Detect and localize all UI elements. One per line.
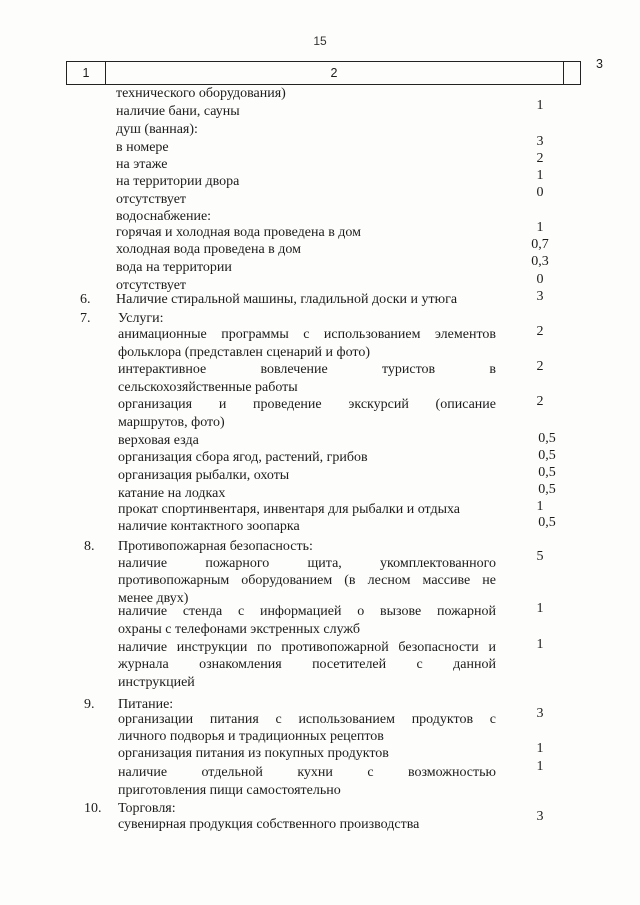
row-text: наличие бани, сауны [116,104,240,119]
score-value: 0,3 [531,254,549,269]
score-value: 3 [536,706,544,721]
score-value: 3 [536,809,544,824]
row-text: верховая езда [118,433,199,448]
row-text: журнала ознакомления посетителей с данной [118,657,496,672]
row-text: организация питания из покупных продуктов [118,746,389,761]
row-text: наличие контактного зоопарка [118,519,300,534]
row-text: личного подворья и традиционных рецептов [118,729,384,744]
header-col-1: 1 [67,62,106,84]
row-text: организация рыбалки, охоты [118,468,290,483]
header-col-2: 2 [105,62,564,84]
row-text: организация и проведение экскурсий (описание [118,397,496,412]
score-value: 3 [536,289,544,304]
row-number: 6. [80,292,91,307]
table-header [66,57,603,85]
header-col-3: 3 [596,57,603,71]
row-text: инструкцией [118,675,195,690]
score-value: 0,5 [538,515,556,530]
row-text: в номере [116,140,169,155]
row-text: противопожарным оборудованием (в лесном массиве не [118,573,496,588]
row-text: фольклора (представлен сценарий и фото) [118,345,370,360]
row-text: наличие инструкции по противопожарной безопасности и [118,640,496,655]
row-text: анимационные программы с использованием элементов [118,327,496,342]
score-value: 1 [536,601,544,616]
score-value: 1 [536,759,544,774]
score-value: 1 [536,637,544,652]
row-number: 7. [80,311,91,326]
row-text: горячая и холодная вода проведена в дом [116,225,362,240]
row-text: прокат спортинвентаря, инвентаря для рыбалки и отдыха [118,502,461,517]
row-text: охраны с телефонами экстренных служб [118,622,361,637]
row-text: Наличие стиральной машины, гладильной доски и утюга [116,292,458,307]
row-text: Питание: [118,697,174,712]
row-text: маршрутов, фото) [118,415,225,430]
row-number: 9. [84,697,95,712]
score-value: 0 [536,272,544,287]
score-value: 0,5 [538,465,556,480]
page-number: 15 [313,34,327,48]
score-value: 0,5 [538,431,556,446]
row-text: Противопожарная безопасность: [118,539,313,554]
row-text: холодная вода проведена в дом [116,242,302,257]
score-value: 2 [536,324,544,339]
score-value: 1 [536,98,544,113]
score-value: 0,5 [538,482,556,497]
row-text: душ (ванная): [116,122,198,137]
row-text: наличие пожарного щита, укомплектованного [118,556,496,571]
score-value: 0 [536,185,544,200]
score-value: 1 [536,168,544,183]
row-text: наличие стенда с информацией о вызове пожарной [118,604,496,619]
row-text: интерактивное вовлечение туристов в [118,362,496,377]
row-text: сельскохозяйственные работы [118,380,298,395]
row-number: 10. [84,801,102,816]
row-text: организация сбора ягод, растений, грибов [118,450,368,465]
row-text: водоснабжение: [116,209,212,224]
score-value: 3 [536,134,544,149]
score-value: 2 [536,151,544,166]
score-value: 5 [536,549,544,564]
score-value: 2 [536,394,544,409]
row-text: сувенирная продукция собственного производства [118,817,420,832]
score-value: 0,7 [531,237,549,252]
row-text: на территории двора [116,174,240,189]
score-value: 2 [536,359,544,374]
score-value: 0,5 [538,448,556,463]
row-text: на этаже [116,157,168,172]
row-text: катание на лодках [118,486,226,501]
row-text: отсутствует [116,278,187,293]
score-value: 1 [536,220,544,235]
row-text: вода на территории [116,260,232,275]
score-value: 1 [536,741,544,756]
score-value: 1 [536,499,544,514]
row-text: наличие отдельной кухни с возможностью [118,765,496,780]
row-text: Торговля: [118,801,176,816]
row-text: отсутствует [116,192,187,207]
row-text: менее двух) [118,591,189,606]
row-text: технического оборудования) [116,86,286,101]
row-number: 8. [84,539,95,554]
row-text: приготовления пищи самостоятельно [118,783,341,798]
row-text: Услуги: [118,311,164,326]
row-text: организации питания с использованием продуктов с [118,712,496,727]
